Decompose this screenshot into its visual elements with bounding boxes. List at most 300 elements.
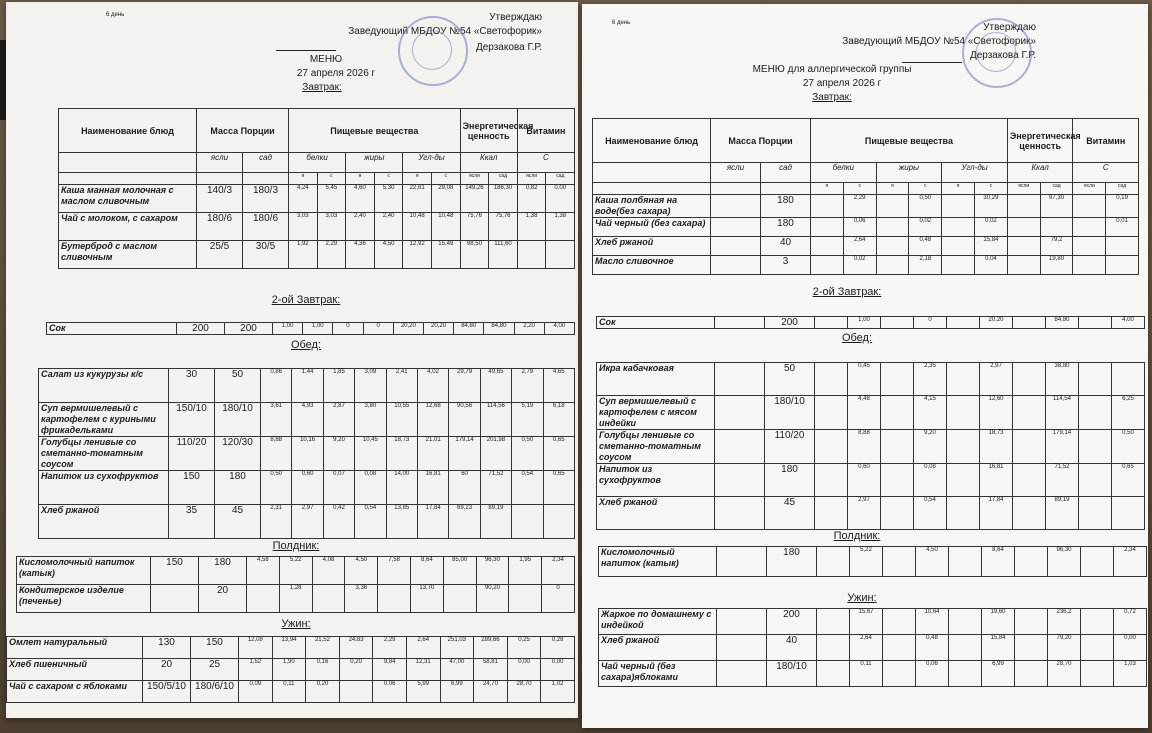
value-cell: 0,48 bbox=[916, 635, 949, 661]
value-cell: 201,98 bbox=[480, 437, 511, 471]
dish-name: Напиток из сухофруктов bbox=[597, 464, 715, 497]
value-cell: 8,88 bbox=[261, 437, 292, 471]
value-cell: 71,52 bbox=[1046, 464, 1079, 497]
value-cell: 4,60 bbox=[346, 185, 375, 213]
mass-m1: 110/20 bbox=[169, 437, 215, 471]
mass-m1 bbox=[717, 661, 767, 687]
value-cell bbox=[876, 256, 909, 275]
value-cell: 0,82 bbox=[517, 185, 546, 213]
value-cell: 2,20 bbox=[514, 323, 544, 335]
value-cell: 75,76 bbox=[489, 213, 518, 241]
value-cell bbox=[1079, 317, 1112, 329]
value-cell bbox=[1013, 396, 1046, 430]
value-cell: 28,70 bbox=[1048, 661, 1081, 687]
value-cell: 0,60 bbox=[292, 471, 323, 505]
value-cell: 1,03 bbox=[1114, 661, 1147, 687]
value-cell: 2,87 bbox=[323, 403, 354, 437]
table-row bbox=[17, 557, 575, 585]
value-cell: 17,84 bbox=[980, 497, 1013, 530]
table-row bbox=[59, 213, 575, 241]
value-cell: 149,26 bbox=[460, 185, 489, 213]
value-cell: 5,99 bbox=[406, 681, 440, 703]
table-row bbox=[597, 317, 1145, 329]
value-cell: 0,42 bbox=[323, 505, 354, 539]
dish-name: Кисломолочный напиток (катык) bbox=[17, 557, 151, 585]
mass-m2: 180 bbox=[215, 471, 261, 505]
value-cell: 4,50 bbox=[345, 557, 378, 585]
value-cell: 1,28 bbox=[279, 585, 312, 613]
value-cell: 90,20 bbox=[476, 585, 509, 613]
value-cell: 2,31 bbox=[261, 505, 292, 539]
value-cell bbox=[1015, 609, 1048, 635]
allergy-breakfast2-table bbox=[596, 316, 1145, 329]
value-cell: 4,00 bbox=[1112, 317, 1145, 329]
value-cell bbox=[1081, 635, 1114, 661]
value-cell: 3,09 bbox=[355, 369, 386, 403]
value-cell bbox=[1015, 661, 1048, 687]
value-cell bbox=[1112, 363, 1145, 396]
value-cell bbox=[942, 237, 975, 256]
table-row bbox=[59, 185, 575, 213]
mass-m1 bbox=[715, 464, 765, 497]
mass-m1 bbox=[715, 317, 765, 329]
value-cell: 2,29 bbox=[843, 195, 876, 218]
value-cell bbox=[509, 585, 542, 613]
value-cell bbox=[811, 256, 844, 275]
value-cell: 4,00 bbox=[544, 323, 574, 335]
value-cell: 0,50 bbox=[261, 471, 292, 505]
value-cell: 0,11 bbox=[850, 661, 883, 687]
section-breakfast: Завтрак: bbox=[302, 82, 342, 93]
value-cell bbox=[1040, 218, 1073, 237]
value-cell: 0 bbox=[542, 585, 575, 613]
mass-m2: 3 bbox=[761, 256, 811, 275]
value-cell bbox=[949, 635, 982, 661]
menu-title: МЕНЮ для аллергической группы bbox=[752, 64, 912, 75]
table-row bbox=[39, 369, 575, 403]
value-cell bbox=[1013, 464, 1046, 497]
value-cell: 84,80 bbox=[1046, 317, 1079, 329]
dish-name: Сок bbox=[597, 317, 715, 329]
value-cell: 0,01 bbox=[1106, 218, 1139, 237]
value-cell bbox=[543, 505, 574, 539]
value-cell: 0,16 bbox=[306, 659, 340, 681]
value-cell bbox=[1073, 237, 1106, 256]
value-cell bbox=[947, 317, 980, 329]
value-cell: 10,48 bbox=[431, 213, 460, 241]
table-row bbox=[39, 471, 575, 505]
value-cell: 1,38 bbox=[517, 213, 546, 241]
value-cell: 29,79 bbox=[449, 369, 480, 403]
value-cell: 4,15 bbox=[914, 396, 947, 430]
table-row bbox=[597, 363, 1145, 396]
value-cell bbox=[817, 547, 850, 577]
breakfast2-table bbox=[46, 322, 575, 335]
value-cell: 0,60 bbox=[848, 464, 881, 497]
value-cell: 49,65 bbox=[480, 369, 511, 403]
mass-m2: 25 bbox=[191, 659, 239, 681]
value-cell: 60 bbox=[449, 471, 480, 505]
value-cell: 79,20 bbox=[1048, 635, 1081, 661]
stamp-seal bbox=[962, 18, 1032, 88]
value-cell: 22,61 bbox=[403, 185, 432, 213]
table-row bbox=[17, 585, 575, 613]
value-cell: 8,64 bbox=[982, 547, 1015, 577]
value-cell: 0,04 bbox=[974, 256, 1007, 275]
mass-m1 bbox=[711, 237, 761, 256]
dinner-table bbox=[6, 636, 575, 703]
mass-m1: 130 bbox=[143, 637, 191, 659]
mass-m1: 150 bbox=[169, 471, 215, 505]
value-cell: 2,97 bbox=[292, 505, 323, 539]
value-cell bbox=[1015, 547, 1048, 577]
value-cell bbox=[1073, 218, 1106, 237]
mass-m1 bbox=[717, 635, 767, 661]
dish-name: Жаркое по домашнему с индейкой bbox=[599, 609, 717, 635]
value-cell: 0,54 bbox=[914, 497, 947, 530]
value-cell bbox=[1015, 635, 1048, 661]
dish-name: Кисломолочный напиток (катык) bbox=[599, 547, 717, 577]
table-row bbox=[593, 237, 1139, 256]
menu-date: 27 апреля 2026 г bbox=[802, 78, 882, 89]
value-cell bbox=[942, 218, 975, 237]
value-cell: 0,02 bbox=[974, 218, 1007, 237]
mass-m1 bbox=[711, 218, 761, 237]
value-cell: 4,50 bbox=[916, 547, 949, 577]
value-cell: 0,06 bbox=[843, 218, 876, 237]
head-label: Заведующий МБДОУ №54 «Светофорик» bbox=[348, 26, 542, 37]
mass-m2: 180 bbox=[761, 218, 811, 237]
section-lunch: Обед: bbox=[841, 332, 873, 344]
value-cell: 10,55 bbox=[386, 403, 417, 437]
value-cell: 0,50 bbox=[909, 195, 942, 218]
value-cell bbox=[247, 585, 280, 613]
mass-m1 bbox=[715, 363, 765, 396]
value-cell: 179,14 bbox=[449, 437, 480, 471]
table-row bbox=[39, 437, 575, 471]
dish-name: Чай с сахаром с яблоками bbox=[7, 681, 143, 703]
value-cell: 0,00 bbox=[1114, 635, 1147, 661]
col-yasli: ясли bbox=[197, 153, 243, 173]
value-cell: 9,20 bbox=[914, 430, 947, 464]
approve-label: Утверждаю bbox=[489, 12, 542, 23]
mass-m1: 150/10 bbox=[169, 403, 215, 437]
mass-m1: 150 bbox=[151, 557, 199, 585]
value-cell: 0,54 bbox=[355, 505, 386, 539]
value-cell: 6,18 bbox=[543, 403, 574, 437]
value-cell bbox=[817, 609, 850, 635]
value-cell: 16,81 bbox=[417, 471, 448, 505]
section-lunch: Обед: bbox=[290, 339, 322, 351]
value-cell: 20,20 bbox=[423, 323, 453, 335]
value-cell: 12,92 bbox=[403, 241, 432, 269]
value-cell: 0,06 bbox=[916, 661, 949, 687]
value-cell bbox=[947, 497, 980, 530]
mass-m1: 180/6 bbox=[197, 213, 243, 241]
value-cell: 0,02 bbox=[909, 218, 942, 237]
value-cell: 1,00 bbox=[273, 323, 303, 335]
value-cell: 0,02 bbox=[843, 256, 876, 275]
table-row bbox=[597, 464, 1145, 497]
value-cell: 20,20 bbox=[980, 317, 1013, 329]
value-cell bbox=[949, 609, 982, 635]
value-cell: 84,80 bbox=[484, 323, 514, 335]
value-cell: 12,68 bbox=[417, 403, 448, 437]
value-cell: 289,66 bbox=[474, 637, 508, 659]
section-snack: Полдник: bbox=[833, 530, 881, 542]
dish-name: Каша полбяная на воде(без сахара) bbox=[593, 195, 711, 218]
value-cell: 5,45 bbox=[317, 185, 346, 213]
mass-m2: 45 bbox=[765, 497, 815, 530]
table-row bbox=[7, 659, 575, 681]
col-sad: сад bbox=[243, 153, 289, 173]
dish-name: Голубцы ленивые со сметанно-томатным соусом bbox=[597, 430, 715, 464]
value-cell bbox=[815, 430, 848, 464]
value-cell: 114,56 bbox=[480, 403, 511, 437]
value-cell: 0,48 bbox=[909, 237, 942, 256]
value-cell bbox=[883, 661, 916, 687]
value-cell: 0,09 bbox=[239, 681, 273, 703]
value-cell: 47,00 bbox=[440, 659, 474, 681]
table-row bbox=[597, 497, 1145, 530]
value-cell: 8,88 bbox=[848, 430, 881, 464]
value-cell bbox=[1013, 317, 1046, 329]
value-cell bbox=[378, 585, 411, 613]
value-cell: 89,19 bbox=[1046, 497, 1079, 530]
allergy-dinner-table bbox=[598, 608, 1147, 687]
value-cell: 2,41 bbox=[386, 369, 417, 403]
value-cell: 15,67 bbox=[850, 609, 883, 635]
mass-m1 bbox=[711, 256, 761, 275]
value-cell: 1,85 bbox=[323, 369, 354, 403]
value-cell bbox=[1081, 547, 1114, 577]
value-cell: 4,02 bbox=[417, 369, 448, 403]
value-cell bbox=[1079, 396, 1112, 430]
allergy-lunch-table bbox=[596, 362, 1145, 530]
mass-m2: 30/5 bbox=[243, 241, 289, 269]
value-cell: 69,23 bbox=[449, 505, 480, 539]
value-cell: 0,28 bbox=[541, 637, 575, 659]
value-cell: 1,38 bbox=[546, 213, 575, 241]
value-cell: 0,20 bbox=[339, 659, 373, 681]
value-cell bbox=[942, 256, 975, 275]
day-label: 6 день bbox=[612, 20, 631, 26]
value-cell: 2,29 bbox=[317, 241, 346, 269]
value-cell: 1,90 bbox=[272, 659, 306, 681]
value-cell: 17,84 bbox=[417, 505, 448, 539]
value-cell: 1,52 bbox=[239, 659, 273, 681]
mass-m2: 180 bbox=[765, 464, 815, 497]
col-kcal: Ккал bbox=[460, 153, 517, 173]
value-cell: 0,11 bbox=[272, 681, 306, 703]
value-cell bbox=[512, 505, 543, 539]
value-cell bbox=[949, 547, 982, 577]
value-cell bbox=[443, 585, 476, 613]
section-breakfast2: 2-ой Завтрак: bbox=[271, 294, 341, 306]
mass-m1: 35 bbox=[169, 505, 215, 539]
approve-label: Утверждаю bbox=[983, 22, 1036, 33]
value-cell: 98,50 bbox=[460, 241, 489, 269]
value-cell: 1,95 bbox=[509, 557, 542, 585]
section-breakfast: Завтрак: bbox=[812, 92, 852, 103]
value-cell: 1,44 bbox=[292, 369, 323, 403]
value-cell: 2,64 bbox=[850, 635, 883, 661]
value-cell: 2,34 bbox=[542, 557, 575, 585]
value-cell bbox=[815, 497, 848, 530]
value-cell: 114,54 bbox=[1046, 396, 1079, 430]
value-cell: 12,31 bbox=[406, 659, 440, 681]
value-cell: 4,65 bbox=[543, 369, 574, 403]
mass-m1: 150/5/10 bbox=[143, 681, 191, 703]
value-cell bbox=[1073, 195, 1106, 218]
value-cell: 4,50 bbox=[374, 241, 403, 269]
value-cell: 12,60 bbox=[980, 396, 1013, 430]
value-cell bbox=[947, 464, 980, 497]
value-cell: 2,97 bbox=[980, 363, 1013, 396]
dish-name: Хлеб пшеничный bbox=[7, 659, 143, 681]
value-cell: 4,24 bbox=[289, 185, 318, 213]
value-cell: 7,58 bbox=[378, 557, 411, 585]
value-cell: 5,22 bbox=[279, 557, 312, 585]
value-cell bbox=[1079, 363, 1112, 396]
mass-m1 bbox=[151, 585, 199, 613]
value-cell: 16,81 bbox=[980, 464, 1013, 497]
mass-m2: 200 bbox=[225, 323, 273, 335]
value-cell: 4,58 bbox=[247, 557, 280, 585]
mass-m2: 180/10 bbox=[215, 403, 261, 437]
mass-m2: 180/6/10 bbox=[191, 681, 239, 703]
menu-sheet-general bbox=[6, 2, 578, 718]
dish-name: Салат из кукурузы к/с bbox=[39, 369, 169, 403]
menu-title: МЕНЮ bbox=[309, 54, 343, 65]
value-cell: 14,00 bbox=[386, 471, 417, 505]
dish-name: Масло сливочное bbox=[593, 256, 711, 275]
dish-name: Каша манная молочная с маслом сливочным bbox=[59, 185, 197, 213]
value-cell: 3,80 bbox=[355, 403, 386, 437]
value-cell bbox=[881, 430, 914, 464]
value-cell: 10,64 bbox=[916, 609, 949, 635]
table-row bbox=[597, 396, 1145, 430]
mass-m2: 180 bbox=[199, 557, 247, 585]
value-cell bbox=[1079, 430, 1112, 464]
mass-m1 bbox=[717, 547, 767, 577]
value-cell: 20,20 bbox=[393, 323, 423, 335]
value-cell bbox=[1013, 363, 1046, 396]
value-cell bbox=[1081, 609, 1114, 635]
value-cell bbox=[811, 195, 844, 218]
mass-m1 bbox=[717, 609, 767, 635]
mass-m1: 20 bbox=[143, 659, 191, 681]
value-cell: 3,61 bbox=[261, 403, 292, 437]
menu-sheet-allergy bbox=[582, 4, 1148, 728]
value-cell: 0,06 bbox=[373, 681, 407, 703]
table-row bbox=[47, 323, 575, 335]
value-cell: 15,84 bbox=[974, 237, 1007, 256]
value-cell: 9,20 bbox=[323, 437, 354, 471]
dish-name: Бутерброд с маслом сливочным bbox=[59, 241, 197, 269]
dish-name: Суп вермишелевый с картофелем с куриными фрикадельками bbox=[39, 403, 169, 437]
table-row bbox=[39, 505, 575, 539]
value-cell: 0,65 bbox=[1112, 464, 1145, 497]
mass-m2: 200 bbox=[767, 609, 817, 635]
col-mass: Масса Порции bbox=[197, 109, 289, 153]
value-cell bbox=[1081, 661, 1114, 687]
mass-m2: 110/20 bbox=[765, 430, 815, 464]
value-cell bbox=[881, 497, 914, 530]
mass-m2: 180/6 bbox=[243, 213, 289, 241]
value-cell: 8,64 bbox=[410, 557, 443, 585]
value-cell: 0,08 bbox=[914, 464, 947, 497]
mass-m2: 20 bbox=[199, 585, 247, 613]
dish-name: Хлеб ржаной bbox=[39, 505, 169, 539]
table-row bbox=[597, 430, 1145, 464]
value-cell: 2,64 bbox=[406, 637, 440, 659]
mass-m1 bbox=[711, 195, 761, 218]
value-cell: 21,52 bbox=[306, 637, 340, 659]
value-cell: 2,40 bbox=[374, 213, 403, 241]
mass-m2: 180/10 bbox=[765, 396, 815, 430]
value-cell bbox=[883, 635, 916, 661]
value-cell bbox=[1013, 497, 1046, 530]
value-cell: 4,93 bbox=[292, 403, 323, 437]
value-cell bbox=[517, 241, 546, 269]
value-cell: 28,70 bbox=[507, 681, 541, 703]
mass-m1 bbox=[715, 396, 765, 430]
mass-m1 bbox=[715, 497, 765, 530]
head-name: Дерзакова Г.Р. bbox=[475, 42, 542, 53]
value-cell bbox=[876, 195, 909, 218]
value-cell: 0 bbox=[333, 323, 363, 335]
value-cell: 5,30 bbox=[374, 185, 403, 213]
value-cell: 58,81 bbox=[474, 659, 508, 681]
value-cell: 5,19 bbox=[512, 403, 543, 437]
mass-m2: 50 bbox=[215, 369, 261, 403]
value-cell bbox=[881, 317, 914, 329]
mass-m1: 200 bbox=[177, 323, 225, 335]
value-cell: 2,79 bbox=[512, 369, 543, 403]
stamp-seal bbox=[398, 16, 468, 86]
table-row bbox=[7, 681, 575, 703]
value-cell: 4,48 bbox=[848, 396, 881, 430]
table-row bbox=[59, 241, 575, 269]
dish-name: Суп вермишелевый с картофелем с мясом индейки bbox=[597, 396, 715, 430]
value-cell: 30,29 bbox=[974, 195, 1007, 218]
dish-name: Омлет натуральный bbox=[7, 637, 143, 659]
value-cell bbox=[876, 237, 909, 256]
value-cell bbox=[1079, 464, 1112, 497]
value-cell bbox=[1073, 256, 1106, 275]
value-cell: 0,20 bbox=[306, 681, 340, 703]
value-cell: 179,14 bbox=[1046, 430, 1079, 464]
value-cell: 2,35 bbox=[914, 363, 947, 396]
value-cell bbox=[815, 464, 848, 497]
head-label: Заведующий МБДОУ №54 «Светофорик» bbox=[842, 36, 1036, 47]
dish-name: Голубцы ленивые со сметанно-томатным соусом bbox=[39, 437, 169, 471]
value-cell: 10,45 bbox=[355, 437, 386, 471]
value-cell: 24,83 bbox=[339, 637, 373, 659]
table-row bbox=[599, 609, 1147, 635]
value-cell: 186,30 bbox=[489, 185, 518, 213]
table-row bbox=[599, 661, 1147, 687]
value-cell: 0,00 bbox=[546, 185, 575, 213]
value-cell bbox=[947, 396, 980, 430]
value-cell: 0,72 bbox=[1114, 609, 1147, 635]
head-name: Дерзакова Г.Р. bbox=[969, 50, 1036, 61]
value-cell: 10,48 bbox=[403, 213, 432, 241]
value-cell bbox=[881, 396, 914, 430]
value-cell: 71,52 bbox=[480, 471, 511, 505]
value-cell: 1,02 bbox=[541, 681, 575, 703]
